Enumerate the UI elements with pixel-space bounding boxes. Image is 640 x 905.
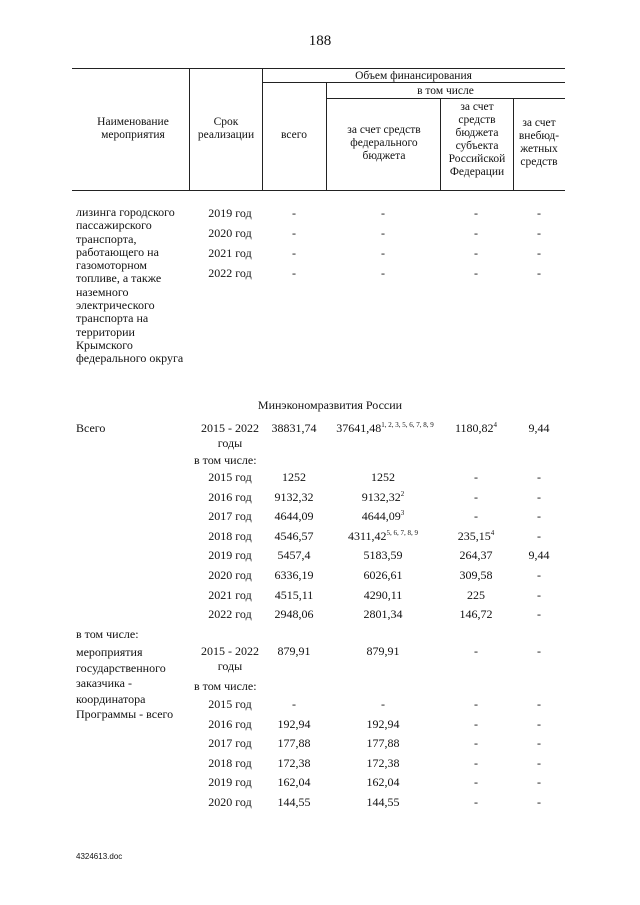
header-extra: за счет внебюд-жетных средств	[518, 117, 560, 168]
leasing-ext: -	[537, 266, 541, 280]
all-year-value: 2021 год	[208, 587, 252, 602]
all-reg-value: 225	[467, 587, 485, 602]
all-reg	[440, 529, 512, 546]
all-fed	[328, 529, 438, 546]
all-reg	[440, 421, 512, 438]
coord-reg	[440, 697, 512, 712]
coord-total-value: 192,94	[277, 716, 311, 731]
coord-total-value: 162,04	[277, 775, 311, 790]
coord-reg	[440, 717, 512, 732]
coord-ext-value: -	[537, 755, 541, 770]
all-total-value: 4644,09	[274, 509, 314, 524]
coord-year	[190, 756, 270, 771]
all-fed	[328, 470, 438, 485]
coord-ext	[514, 775, 564, 790]
header-bottom-rule	[72, 190, 565, 191]
header-top-rule	[72, 68, 565, 69]
coord-year	[190, 775, 270, 790]
coord-total	[262, 795, 326, 810]
leasing-name: лизинга городского пассажирского транспорта, работающего на газомоторном топливе, а также наземного электрического транспорта на территории Крымского федерального округа	[76, 205, 184, 366]
coord-reg: -	[474, 644, 478, 658]
all-ext	[514, 588, 564, 603]
leasing-year: 2021 год	[208, 246, 252, 260]
all-reg	[440, 588, 512, 603]
all-ext-value: -	[537, 470, 541, 484]
leasing-year: 2020 год	[208, 226, 252, 240]
all-total	[262, 529, 326, 544]
all-total-value: 6336,19	[274, 568, 314, 582]
leasing-reg: -	[474, 226, 478, 240]
all-year	[190, 568, 270, 583]
coord-fed	[328, 736, 438, 751]
coord-total-value: 172,38	[277, 755, 311, 770]
all-fed-value: 4644,09	[361, 509, 401, 524]
all-reg-value: -	[474, 509, 478, 524]
coord-ext-value: -	[537, 716, 541, 731]
leasing-fed: -	[381, 226, 385, 240]
header-funding: Объем финансирования	[355, 70, 472, 82]
coord-fed-value: 172,38	[366, 755, 400, 770]
coord-reg-value: -	[474, 795, 478, 809]
leasing-year: 2022 год	[208, 266, 252, 280]
all-total	[262, 490, 326, 505]
all-year	[190, 470, 270, 485]
coord-year-value: 2016 год	[208, 716, 252, 731]
all-year	[190, 607, 270, 622]
all-total-value: 5457,4	[277, 548, 311, 563]
leasing-ext: -	[537, 246, 541, 260]
coord-fed	[328, 697, 438, 712]
all-reg-value: -	[474, 470, 478, 484]
all-period: 2015 - 2022 годы	[201, 421, 259, 450]
coord-name: мероприятия государственного заказчика - координатора Программы - всего	[76, 645, 174, 721]
all-reg-value: 235,15	[457, 528, 491, 543]
all-year	[190, 529, 270, 544]
ministry-heading: Минэкономразвития России	[257, 398, 403, 412]
coord-year	[190, 697, 270, 712]
all-year-value: 2018 год	[208, 528, 252, 543]
coord-ext	[514, 717, 564, 732]
all-fed-value: 9132,32	[361, 489, 401, 504]
coord-total	[262, 697, 326, 712]
coord-ext-value: -	[537, 697, 541, 711]
coord-fed: 879,91	[366, 644, 400, 658]
coord-total	[262, 736, 326, 751]
coord-reg-value: -	[474, 755, 478, 770]
coord-reg-value: -	[474, 697, 478, 711]
all-fed-value: 37641,48	[336, 421, 382, 435]
all-reg-value: 309,58	[459, 568, 493, 582]
all-ext	[514, 490, 564, 505]
coord-ext	[514, 736, 564, 751]
coord-ext-value: -	[537, 736, 541, 751]
coord-ext: -	[537, 644, 541, 658]
coord-reg	[440, 795, 512, 810]
all-year	[190, 490, 270, 505]
coord-fed	[328, 756, 438, 771]
all-total-value: 4546,57	[274, 528, 314, 543]
coord-fed-value: 192,94	[366, 716, 400, 731]
incl-label: в том числе:	[76, 627, 139, 641]
header-incl: в том числе	[417, 85, 474, 97]
all-ext-value: -	[537, 489, 541, 504]
all-ext-value: 9,44	[528, 548, 550, 563]
all-year	[190, 548, 270, 563]
coord-ext	[514, 756, 564, 771]
all-fed-footnote: 5, 6, 7, 8, 9	[386, 528, 419, 537]
all-reg-value: 1180,82	[454, 421, 494, 435]
all-year-value: 2019 год	[208, 548, 252, 563]
all-fed-value: 6026,61	[363, 568, 403, 582]
all-year-value: 2016 год	[208, 489, 252, 504]
leasing-fed: -	[381, 266, 385, 280]
all-fed-footnote: 3	[400, 509, 405, 518]
coord-ext	[514, 795, 564, 810]
leasing-year: 2019 год	[208, 206, 252, 220]
coord-reg	[440, 736, 512, 751]
all-total	[262, 470, 326, 485]
coord-fed-value: 144,55	[366, 795, 400, 809]
all-total-value: 1252	[282, 470, 306, 484]
all-year	[190, 509, 270, 524]
coord-ext	[514, 697, 564, 712]
all-name: Всего	[76, 421, 106, 435]
all-total	[262, 509, 326, 524]
all-fed-footnote: 1, 2, 3, 5, 6, 7, 8, 9	[381, 421, 434, 429]
leasing-ext: -	[537, 206, 541, 220]
all-total-value: 9132,32	[274, 489, 314, 504]
coord-year-value: 2017 год	[208, 736, 252, 751]
coord-year	[190, 736, 270, 751]
coord-year-value: 2019 год	[208, 775, 252, 790]
all-reg-footnote: 4	[490, 528, 495, 537]
all-total	[262, 588, 326, 603]
all-reg	[440, 568, 512, 583]
leasing-reg: -	[474, 206, 478, 220]
coord-fed	[328, 717, 438, 732]
all-year-value: 2020 год	[208, 568, 252, 582]
coord-incl: в том числе:	[194, 679, 257, 693]
all-reg-value: 146,72	[459, 607, 493, 622]
coord-reg	[440, 756, 512, 771]
coord-reg-value: -	[474, 775, 478, 790]
coord-fed-value: 162,04	[366, 775, 400, 790]
col-divider-fed	[440, 98, 441, 190]
header-col-name: Наименование мероприятия	[97, 116, 169, 141]
leasing-reg: -	[474, 266, 478, 280]
all-fed-value: 1252	[371, 470, 395, 484]
all-ext-value: -	[537, 509, 541, 524]
all-fed-value: 4311,42	[347, 528, 387, 543]
coord-year-value: 2015 год	[208, 697, 252, 711]
footer-filename: 4324613.doc	[76, 852, 123, 861]
coord-period: 2015 - 2022 годы	[201, 644, 259, 673]
all-reg	[440, 490, 512, 505]
all-fed	[328, 607, 438, 622]
all-ext-value: -	[537, 587, 541, 602]
all-fed-footnote: 2	[400, 489, 405, 498]
all-reg	[440, 607, 512, 622]
leasing-total: -	[292, 206, 296, 220]
all-ext	[514, 607, 564, 622]
leasing-ext: -	[537, 226, 541, 240]
all-incl: в том числе:	[194, 453, 257, 467]
all-total-value: 2948,06	[274, 607, 314, 622]
all-fed-value: 2801,34	[363, 607, 403, 622]
all-year-value: 2017 год	[208, 509, 252, 524]
header-col-period: Срок реализации	[197, 116, 255, 141]
coord-reg-value: -	[474, 716, 478, 731]
all-reg	[440, 470, 512, 485]
all-year-value: 2022 год	[208, 607, 252, 622]
incl-rule	[326, 98, 565, 99]
coord-total	[262, 775, 326, 790]
leasing-fed: -	[381, 246, 385, 260]
coord-fed	[328, 795, 438, 810]
coord-total-value: 177,88	[277, 736, 311, 751]
header-regional: за счет средств бюджета субъекта Российской Федерации	[448, 101, 506, 178]
all-reg	[440, 548, 512, 563]
header-federal: за счет средств федерального бюджета	[347, 124, 421, 162]
all-total: 38831,74	[271, 421, 317, 435]
all-total	[262, 607, 326, 622]
all-fed	[328, 588, 438, 603]
coord-ext-value: -	[537, 795, 541, 809]
all-fed	[326, 421, 444, 438]
coord-fed	[328, 775, 438, 790]
all-reg-value: -	[474, 489, 478, 504]
all-fed-value: 4290,11	[363, 587, 403, 602]
all-ext	[514, 568, 564, 583]
all-total	[262, 568, 326, 583]
coord-year	[190, 717, 270, 732]
all-reg-value: 264,37	[459, 548, 493, 563]
all-year	[190, 588, 270, 603]
all-ext-value: -	[537, 568, 541, 582]
all-ext	[514, 470, 564, 485]
coord-total-value: -	[292, 697, 296, 711]
coord-year-value: 2020 год	[208, 795, 252, 809]
all-fed	[328, 490, 438, 507]
col-divider-total	[326, 82, 327, 190]
all-total	[262, 548, 326, 563]
all-ext	[514, 548, 564, 563]
coord-ext-value: -	[537, 775, 541, 790]
page-number: 188	[308, 33, 332, 49]
coord-total-value: 144,55	[277, 795, 311, 809]
all-reg-footnote: 4	[493, 421, 498, 429]
all-ext-value: -	[537, 528, 541, 543]
all-fed-value: 5183,59	[363, 548, 403, 563]
all-fed	[328, 548, 438, 563]
coord-year	[190, 795, 270, 810]
all-ext-value: -	[537, 607, 541, 622]
header-total: всего	[281, 129, 307, 141]
leasing-fed: -	[381, 206, 385, 220]
coord-total	[262, 717, 326, 732]
all-year-value: 2015 год	[208, 470, 252, 484]
coord-total: 879,91	[277, 644, 311, 658]
coord-year-value: 2018 год	[208, 755, 252, 770]
all-fed	[328, 568, 438, 583]
leasing-total: -	[292, 226, 296, 240]
leasing-total: -	[292, 266, 296, 280]
coord-fed-value: -	[381, 697, 385, 711]
coord-fed-value: 177,88	[366, 736, 400, 751]
col-divider-name	[189, 68, 190, 190]
all-ext	[514, 529, 564, 544]
all-ext	[514, 509, 564, 524]
coord-reg	[440, 775, 512, 790]
all-ext: 9,44	[528, 421, 550, 435]
leasing-reg: -	[474, 246, 478, 260]
coord-total	[262, 756, 326, 771]
all-total-value: 4515,11	[274, 587, 314, 602]
leasing-total: -	[292, 246, 296, 260]
all-reg	[440, 509, 512, 524]
coord-reg-value: -	[474, 736, 478, 751]
all-fed	[328, 509, 438, 526]
